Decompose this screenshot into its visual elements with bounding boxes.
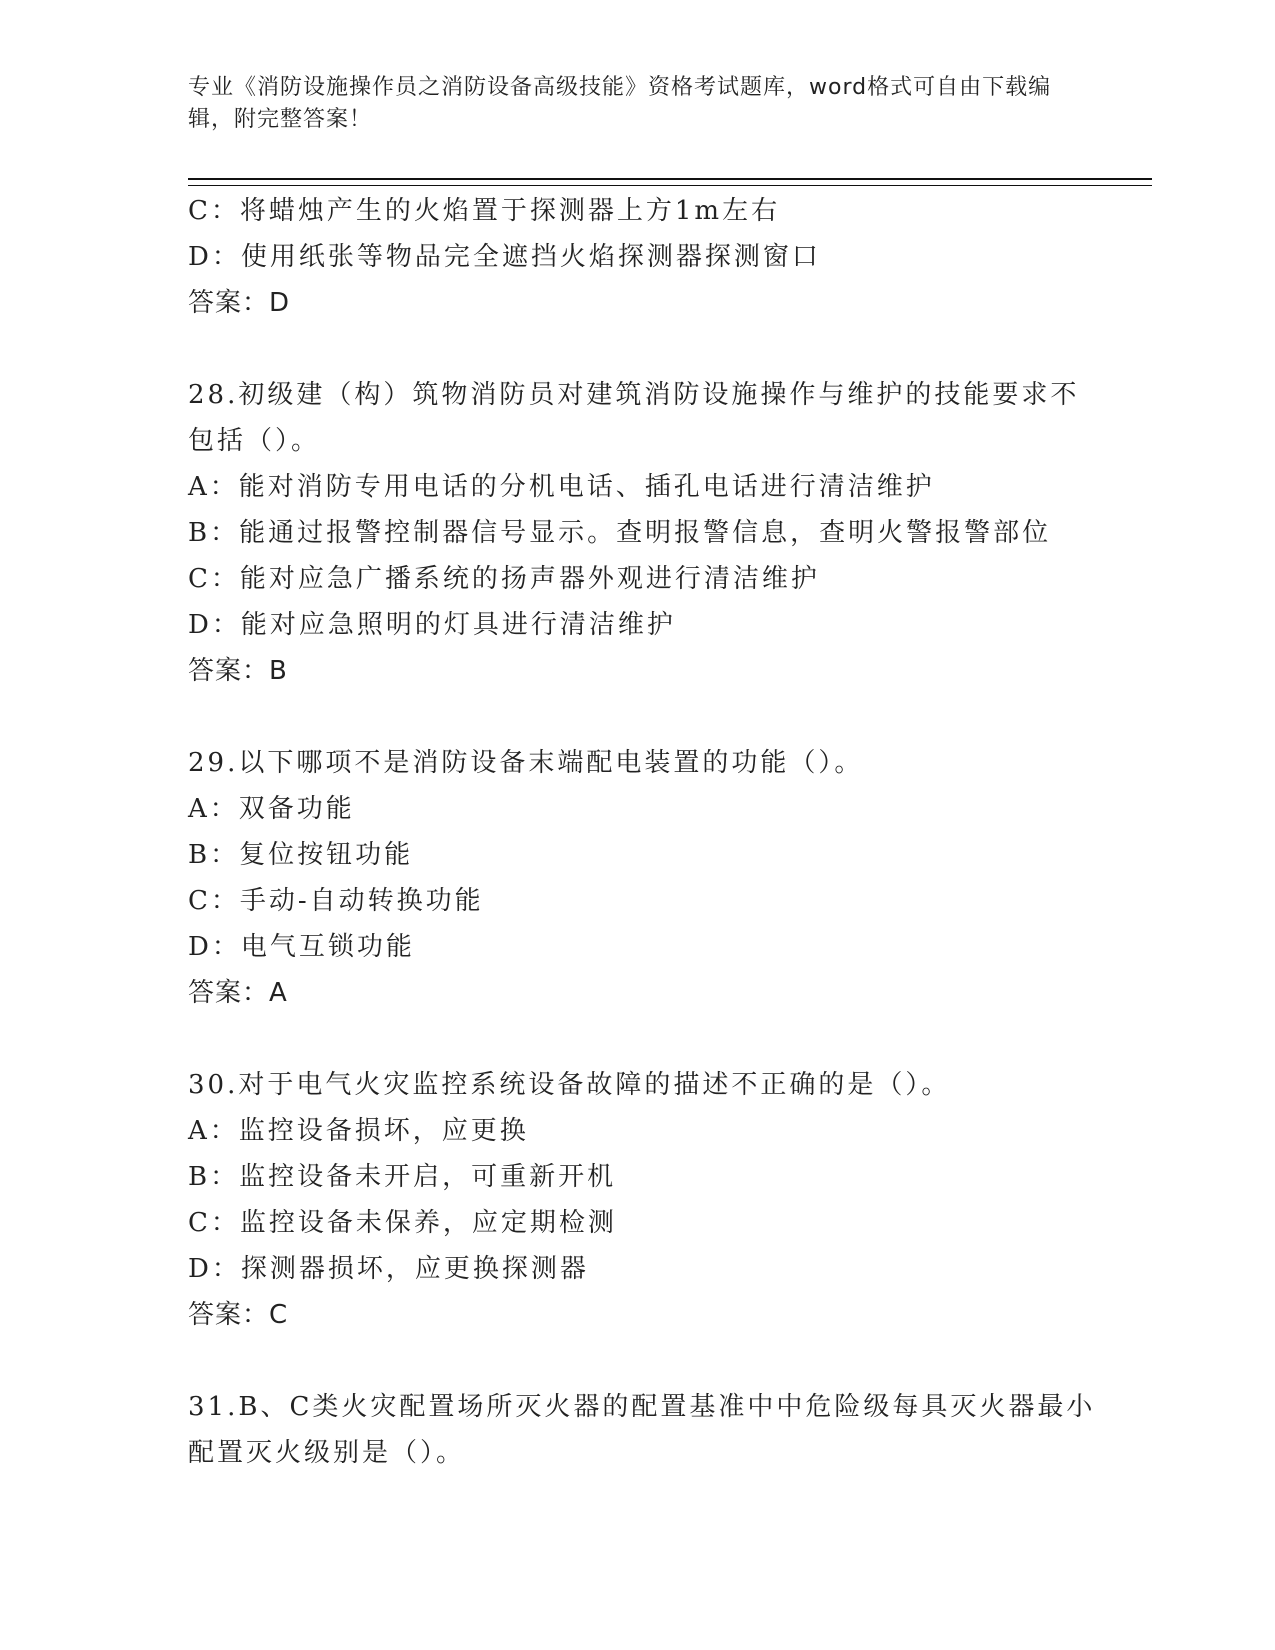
option-a: A：双备功能: [188, 794, 355, 824]
question-stem: 29.以下哪项不是消防设备末端配电装置的功能（）。: [188, 748, 864, 778]
spacer: [188, 1016, 1108, 1062]
option-d: D：使用纸张等物品完全遮挡火焰探测器探测窗口: [188, 242, 821, 272]
question-stem: 30.对于电气火灾监控系统设备故障的描述不正确的是（）。: [188, 1070, 951, 1100]
question-29: [188, 740, 1108, 1016]
spacer: [188, 694, 1108, 740]
header-divider: [188, 178, 1152, 186]
question-stem: 31.B、C类火灾配置场所灭火器的配置基准中中危险级每具灭火器最小: [188, 1392, 1096, 1422]
option-b: B：能通过报警控制器信号显示。查明报警信息，查明火警报警部位: [188, 518, 1052, 548]
option-a: A：监控设备损坏，应更换: [188, 1116, 529, 1146]
question-27-tail: [188, 188, 1108, 326]
option-b: B：复位按钮功能: [188, 840, 414, 870]
option-c: C：手动-自动转换功能: [188, 886, 484, 916]
answer-line: 答案：D: [188, 288, 291, 318]
answer-line: 答案：B: [188, 656, 288, 686]
question-stem-cont: 配置灭火级别是（）。: [188, 1438, 466, 1468]
answer-line: 答案：C: [188, 1300, 289, 1330]
option-d: D：电气互锁功能: [188, 932, 415, 962]
document-body: [188, 188, 1108, 1476]
question-28: [188, 372, 1108, 694]
answer-line: 答案：A: [188, 978, 288, 1008]
option-d: D：探测器损坏，应更换探测器: [188, 1254, 589, 1284]
question-30: [188, 1062, 1108, 1338]
question-31: [188, 1384, 1108, 1476]
page-header: 专业《消防设施操作员之消防设备高级技能》资格考试题库，word格式可自由下载编辑，附完整答案！: [188, 75, 1052, 132]
spacer: [188, 1338, 1108, 1384]
question-stem: 28.初级建（构）筑物消防员对建筑消防设施操作与维护的技能要求不: [188, 380, 1080, 410]
option-c: C：能对应急广播系统的扬声器外观进行清洁维护: [188, 564, 820, 594]
option-c: C：监控设备未保养，应定期检测: [188, 1208, 617, 1238]
option-d: D：能对应急照明的灯具进行清洁维护: [188, 610, 676, 640]
option-a: A：能对消防专用电话的分机电话、插孔电话进行清洁维护: [188, 472, 935, 502]
spacer: [188, 326, 1108, 372]
option-c: C：将蜡烛产生的火焰置于探测器上方1m左右: [188, 196, 781, 226]
option-b: B：监控设备未开启，可重新开机: [188, 1162, 617, 1192]
question-stem-cont: 包括（）。: [188, 426, 321, 456]
